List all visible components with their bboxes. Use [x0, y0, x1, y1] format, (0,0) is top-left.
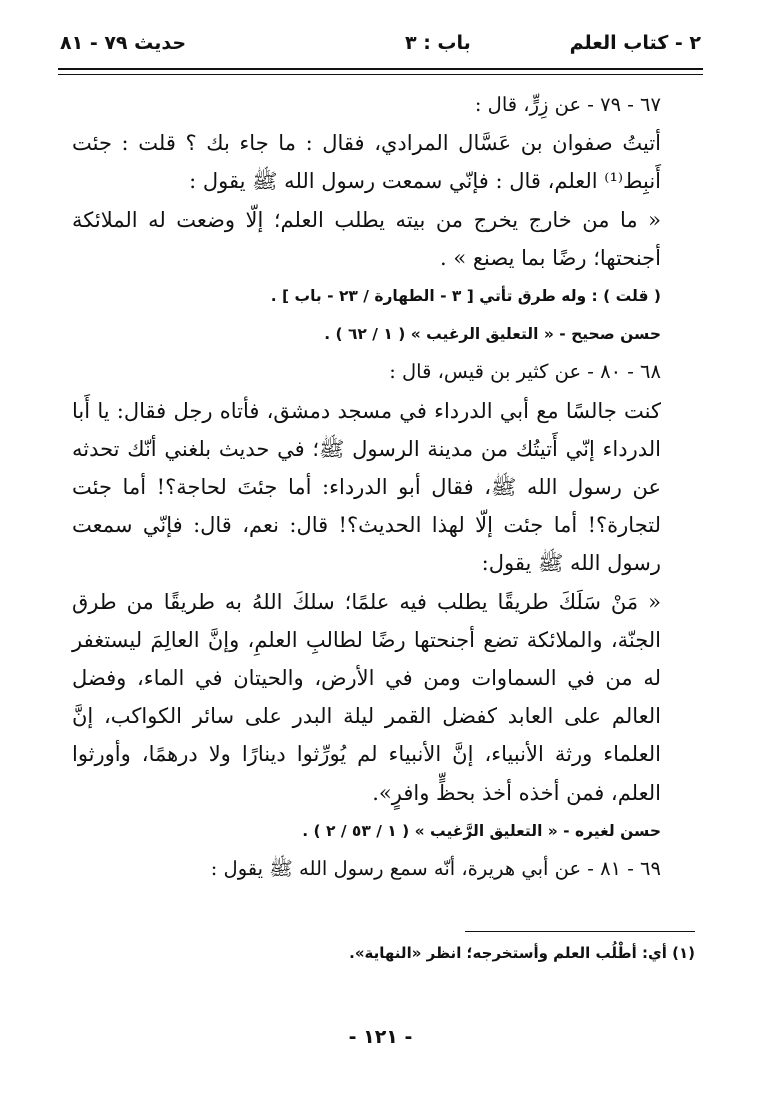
author-note: ( قلت ) : وله طرق تأتي [ ٣ - الطهارة / ٢٣ - باب ] . [270, 287, 661, 306]
hadith-quote: « مَنْ سَلَكَ طريقًا يطلب فيه علمًا؛ سلكَ اللهُ به طريقًا من طرق الجنّة، والملائكة تضع أجنحتها رضًا لطالبِ العلمِ، وإنَّ العالِمَ ليستغفر له من في السماوات ومن في الأرض، والحيتان في الماء، وفضل العالم على العابد كفضل القمر ليلة البدر على سائر الكواكب، إنَّ العلماء ورثة الأنبياء، إنَّ الأنبياء لم يُورِّثوا دينارًا ولا درهمًا، وأورثوا العلم، فمن أخذه أخذ بحظٍّ وافرٍ». [72, 589, 661, 805]
hadith-heading: ٦٨ - ٨٠ - عن كثير بن قيس، قال : [389, 360, 661, 384]
grading: حسن صحيح - « التعليق الرغيب » ( ١ / ٦٢ ) . [324, 325, 661, 344]
header-rule [58, 68, 703, 75]
footnote: (١) أي: أطْلُب العلم وأستخرجه؛ انظر «النهاية». [349, 944, 695, 962]
page-body [72, 86, 695, 888]
footnote-rule [465, 931, 695, 932]
hadith-heading: ٦٧ - ٧٩ - عن زِرٍّ، قال : [474, 93, 661, 116]
hadith-text: كنت جالسًا مع أبي الدرداء في مسجد دمشق، فأتاه رجل فقال: يا أَبا الدرداء إنّي أَتيتُك من مدينة الرسول ﷺ؛ في حديث بلغني أنّك تحدثه عن رسول الله ﷺ، فقال أبو الدرداء: أما جئتَ لحاجة؟! أما جئت لتجارة؟! أما جئت إلّا لهذا الحديث؟! قال: نعم، قال: فإنّي سمعت رسول الله ﷺ يقول: [72, 398, 661, 576]
grading: حسن لغيره - « التعليق الرَّغيب » ( ١ / ٥٣ / ٢ ) . [302, 821, 661, 840]
header-section: باب : ٣ [405, 32, 471, 54]
hadith-heading: ٦٩ - ٨١ - عن أبي هريرة، أنّه سمع رسول الله ﷺ يقول : [210, 857, 661, 881]
hadith-quote: « ما من خارج يخرج من بيته يطلب العلم؛ إلّا وضعت له الملائكة أجنحتها؛ رضًا بما يصنع » . [72, 207, 661, 270]
header-chapter: ٢ - كتاب العلم [569, 32, 701, 54]
running-header [60, 30, 701, 64]
page-number: - ١٢١ - [348, 1026, 413, 1048]
header-hadith-range: حديث ٧٩ - ٨١ [60, 32, 187, 54]
hadith-text: أتيتُ صفوان بن عَسَّال المرادي، فقال : ما جاء بك ؟ قلت : جئت أَنبِط⁽¹⁾ العلم، قال : فإنّي سمعت رسول الله ﷺ يقول : [72, 131, 661, 194]
